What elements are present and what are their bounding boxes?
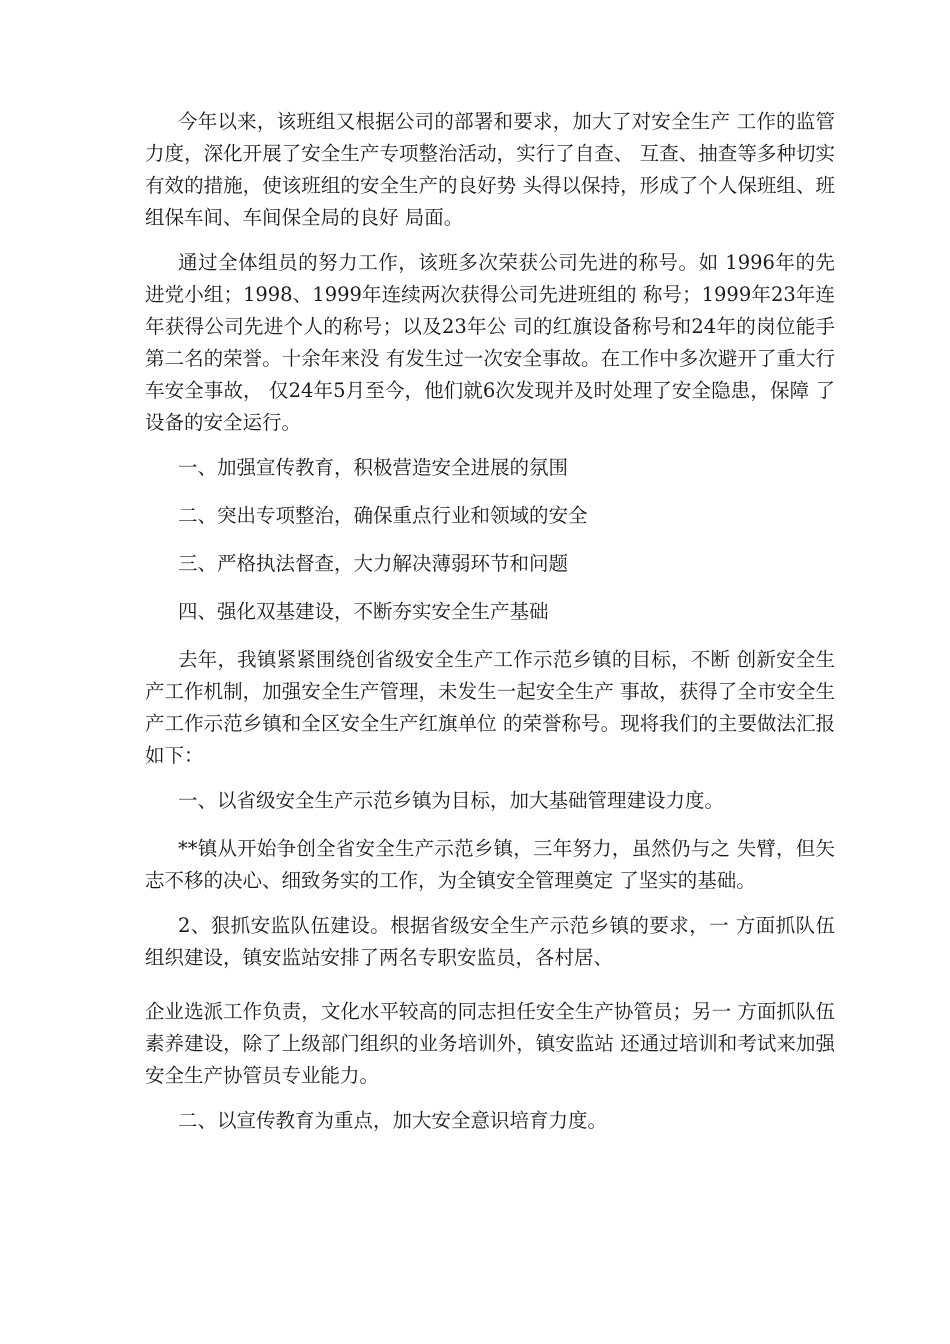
paragraph-town-effort: **镇从开始争创全省安全生产示范乡镇，三年努力，虽然仍与之 失臂，但矢志不移的决心、细致务实的工作，为全镇安全管理奠定 了坚实的基础。	[145, 837, 835, 892]
paragraph-team-safety: 今年以来，该班组又根据公司的部署和要求，加大了对安全生产 工作的监管力度，深化开展了安全生产专项整治活动，实行了自查、 互查、抽查等多种切实有效的措施，使该班组的安全生产的良好势 头得以保持，形成了个人保班组、班组保车间、车间保全局的良好 局面。	[145, 110, 835, 229]
heading-item-4: 四、强化双基建设，不断夯实安全生产基础	[178, 600, 549, 623]
paragraph-team-building: 2、狠抓安监队伍建设。根据省级安全生产示范乡镇的要求，一 方面抓队伍组织建设，镇安监站安排了两名专职安监员，各村居、	[145, 914, 835, 969]
heading-section-1: 一、以省级安全生产示范乡镇为目标，加大基础管理建设力度。	[178, 789, 725, 812]
paragraph-town-summary: 去年，我镇紧紧围绕创省级安全生产工作示范乡镇的目标，不断 创新安全生产工作机制，加强安全生产管理，未发生一起安全生产 事故，获得了全市安全生产工作示范乡镇和全区安全生产红旗单位 的荣誉称号。现将我们的主要做法汇报如下：	[145, 648, 835, 767]
heading-item-1: 一、加强宣传教育，积极营造安全进展的氛围	[178, 456, 569, 479]
heading-section-2: 二、以宣传教育为重点，加大安全意识培育力度。	[178, 1109, 608, 1132]
paragraph-team-honors: 通过全体组员的努力工作，该班多次荣获公司先进的称号。如 1996年的先进党小组；1998、1999年连续两次获得公司先进班组的 称号；1999年23年连年获得公司先进个人的称号；以及23年公 司的红旗设备称号和24年的岗位能手第二名的荣誉。十余年来没 有发生过一次安全事故。在工作中多次避开了重大行车安全事故， 仅24年5月至今，他们就6次发现并及时处理了安全隐患，保障 了设备的安全运行。	[145, 251, 835, 434]
heading-item-2: 二、突出专项整治，确保重点行业和领域的安全	[178, 504, 588, 527]
document-body	[145, 106, 835, 1153]
paragraph-team-building-continued: 企业选派工作负责，文化水平较高的同志担任安全生产协管员；另一 方面抓队伍素养建设，除了上级部门组织的业务培训外，镇安监站 还通过培训和考试来加强安全生产协管员专业能力。	[145, 1000, 835, 1087]
heading-item-3: 三、严格执法督查，大力解决薄弱环节和问题	[178, 552, 569, 575]
